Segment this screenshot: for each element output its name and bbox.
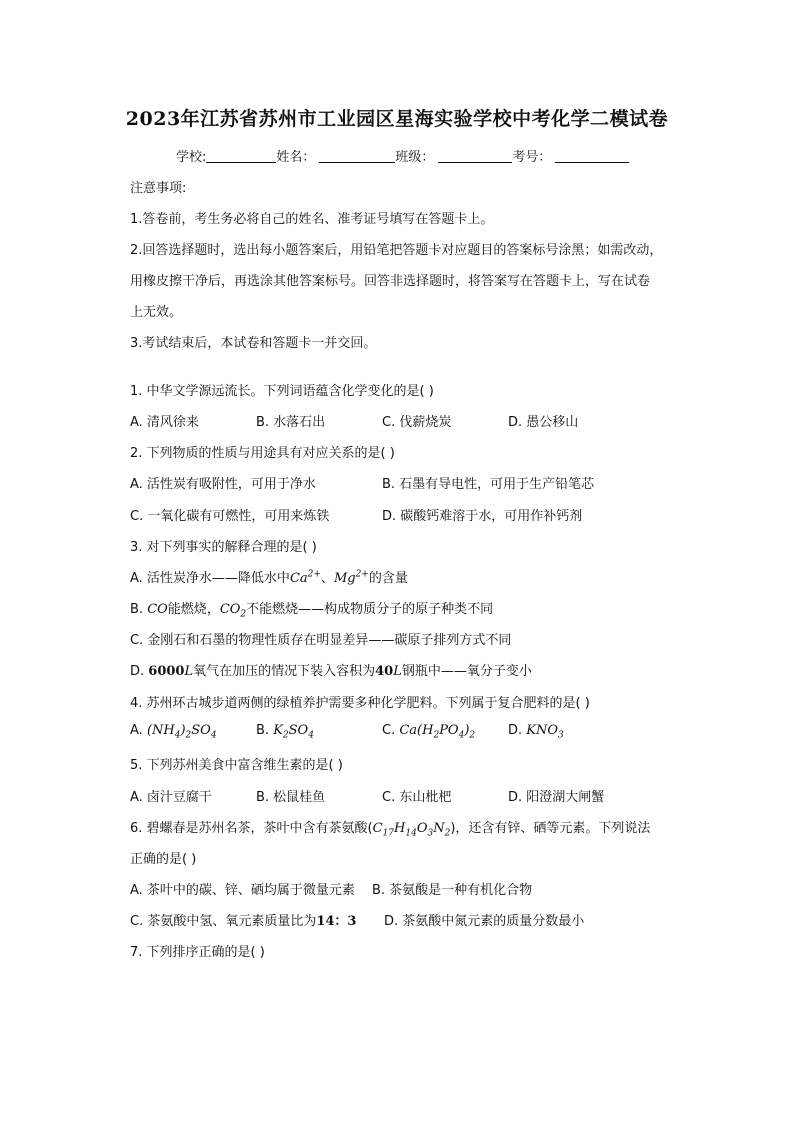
- magnesium-ion: $Mg^{2+}$: [333, 569, 369, 586]
- q2-option-a[interactable]: A. 活性炭有吸附性，可用于净水: [130, 477, 316, 492]
- page-title: 2023年江苏省苏州市工业园区星海实验学校中考化学二模试卷: [125, 108, 669, 130]
- q3-d-label: D.: [130, 664, 149, 679]
- q4-option-c[interactable]: C. $Ca(H_2PO_4)_2$: [382, 723, 476, 741]
- note-2-line-3: 上无效。: [130, 305, 183, 320]
- question-1-stem: 1. 中华文学源远流长。下列词语蕴含化学变化的是( ): [130, 384, 434, 399]
- q2-option-d[interactable]: D. 碳酸钙难溶于水，可用作补钙剂: [382, 509, 583, 524]
- theanine-formula: $C_{17}H_{14}O_3N_2$: [372, 821, 451, 839]
- note-2-line-1: 2.回答选择题时，选出每小题答案后，用铅笔把答题卡对应题目的答案标号涂黑；如需改动，: [130, 243, 663, 258]
- class-label: 班级：: [395, 150, 435, 165]
- q5-option-d[interactable]: D. 阳澄湖大闸蟹: [508, 790, 605, 805]
- q6-option-b[interactable]: B. 茶氨酸是一种有机化合物: [372, 883, 533, 898]
- q2-option-b[interactable]: B. 石墨有导电性，可用于生产铅笔芯: [382, 477, 595, 492]
- q3-d-unit-1: L: [184, 664, 194, 679]
- q3-option-a[interactable]: [130, 567, 408, 586]
- note-1: 1.答卷前，考生务必将自己的姓名、准考证号填写在答题卡上。: [130, 212, 494, 227]
- class-blank: [438, 149, 512, 163]
- q4-option-b[interactable]: B. $K_2SO_4$: [256, 723, 314, 741]
- question-6-stem-line-1: 6. 碧螺春是苏州名茶，茶叶中含有茶氨酸$(C_{17}H_{14}O_3N_2)$，还含有锌、硒等元素。下列说法: [130, 821, 651, 839]
- q3-d-unit-2: L: [393, 664, 402, 679]
- q3-a-sep: 、: [320, 571, 334, 586]
- question-2-stem: 2. 下列物质的性质与用途具有对应关系的是( ): [130, 446, 395, 461]
- q3-option-c[interactable]: C. 金刚石和石墨的物理性质存在明显差异——碳原子排列方式不同: [130, 633, 512, 648]
- q6-option-c[interactable]: C. 茶氨酸中氢、氧元素质量比为14：3: [130, 914, 357, 929]
- calcium-ion: $Ca^{2+}$: [289, 569, 321, 586]
- q3-option-b[interactable]: [130, 598, 493, 620]
- exam-no-label: 考号：: [512, 150, 552, 165]
- q5-option-b[interactable]: B. 松鼠桂鱼: [256, 790, 326, 805]
- question-7-stem: 7. 下列排序正确的是( ): [130, 945, 265, 960]
- q3-b-text-mid: 能燃烧，: [167, 602, 220, 617]
- q3-a-text-pre: A. 活性炭净水——降低水中: [130, 571, 290, 586]
- q4-option-d[interactable]: D. $KNO_3$: [508, 723, 564, 741]
- name-blank: [319, 149, 395, 163]
- exam-no-blank: [555, 149, 629, 163]
- q1-option-d[interactable]: D. 愚公移山: [508, 415, 579, 430]
- question-4-stem: 4. 苏州环古城步道两侧的绿植养护需要多种化学肥料。下列属于复合肥料的是( ): [130, 696, 590, 711]
- q1-option-a[interactable]: A. 清风徐来: [130, 415, 199, 430]
- co-formula: CO: [147, 602, 168, 617]
- school-blank: [206, 149, 276, 163]
- question-3-stem: 3. 对下列事实的解释合理的是( ): [130, 540, 317, 555]
- q1-option-c[interactable]: C. 伐薪烧炭: [382, 415, 452, 430]
- q3-a-text-post: 的含量: [368, 571, 408, 586]
- q4-option-a[interactable]: A. $(NH_4)_2SO_4$: [130, 723, 217, 741]
- student-info-line: [176, 146, 676, 165]
- q5-option-a[interactable]: A. 卤汁豆腐干: [130, 790, 212, 805]
- q3-b-label: B.: [130, 602, 148, 617]
- q6-option-d[interactable]: D. 茶氨酸中氮元素的质量分数最小: [384, 914, 585, 929]
- co2-formula: $CO_2$: [219, 602, 247, 620]
- school-label: 学校:: [176, 150, 207, 165]
- question-5-stem: 5. 下列苏州美食中富含维生素的是( ): [130, 758, 343, 773]
- notes-heading: 注意事项:: [130, 181, 187, 196]
- q3-option-d[interactable]: [130, 660, 532, 679]
- q3-b-text-post: 不能燃烧——构成物质分子的原子种类不同: [246, 602, 494, 617]
- q5-option-c[interactable]: C. 东山枇杷: [382, 790, 452, 805]
- q3-d-volume-1: 6000: [148, 664, 185, 679]
- q3-d-text-mid: 氧气在加压的情况下装入容积为: [193, 664, 376, 679]
- q3-d-volume-2: 40: [375, 664, 394, 679]
- q3-d-text-post: 钢瓶中——氧分子变小: [401, 664, 532, 679]
- note-3: 3.考试结束后，本试卷和答题卡一并交回。: [130, 336, 377, 351]
- name-label: 姓名：: [276, 150, 316, 165]
- q6-c-ratio: 14：3: [316, 914, 357, 929]
- note-2-line-2: 用橡皮擦干净后，再选涂其他答案标号。回答非选择题时，将答案写在答题卡上，写在试卷: [130, 274, 651, 289]
- question-6-stem-line-2: 正确的是( ): [130, 852, 197, 867]
- q1-option-b[interactable]: B. 水落石出: [256, 415, 326, 430]
- q6-option-a[interactable]: A. 茶叶中的碳、锌、硒均属于微量元素: [130, 883, 355, 898]
- q2-option-c[interactable]: C. 一氧化碳有可燃性，可用来炼铁: [130, 509, 330, 524]
